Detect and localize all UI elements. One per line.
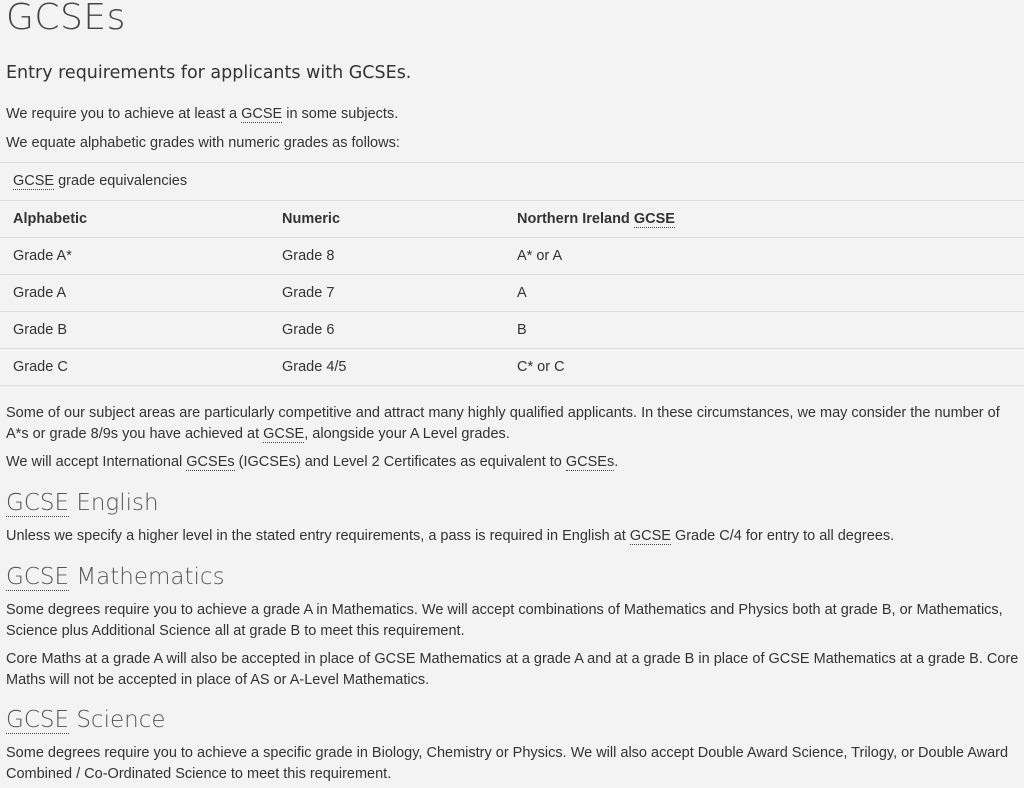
page-title: GCSEs bbox=[6, 0, 126, 38]
heading-gcse-science: GCSE Science bbox=[6, 707, 166, 733]
table-row bbox=[0, 238, 1024, 275]
gcse-abbr: GCSE bbox=[241, 106, 283, 122]
table-cell: Grade B bbox=[0, 312, 269, 349]
table-cell: Grade A bbox=[0, 275, 269, 312]
table-cell: Grade 4/5 bbox=[269, 349, 504, 386]
column-header-numeric: Numeric bbox=[269, 201, 504, 238]
gcses-abbr: GCSEs bbox=[186, 454, 235, 470]
competitive-paragraph-line-2: A*s or grade 8/9s you have achieved at GCSE, alongside your A Level grades. bbox=[6, 426, 510, 442]
english-paragraph: Unless we specify a higher level in the stated entry requirements, a pass is required in English at GCSE Grade C/4 for entry to all degrees. bbox=[6, 528, 895, 544]
maths-paragraph-2-line-2: Maths will not be accepted in place of AS or A-Level Mathematics. bbox=[6, 672, 430, 688]
table-caption: GCSE grade equivalencies bbox=[0, 162, 1024, 201]
maths-paragraph-1-line-1: Some degrees require you to achieve a grade A in Mathematics. We will accept combinations of Mathematics and Physics both at grade B, or Mathematics, bbox=[6, 602, 1003, 618]
gcses-abbr: GCSEs bbox=[565, 454, 615, 470]
table-cell: Grade 7 bbox=[269, 275, 504, 312]
competitive-paragraph-line-1: Some of our subject areas are particularly competitive and attract many highly qualified applicants. In these circumstances, we may consider the number of bbox=[6, 405, 1000, 421]
gcse-abbr: GCSE bbox=[629, 528, 671, 544]
table-row bbox=[0, 312, 1024, 349]
international-paragraph: We will accept International GCSEs (IGCSEs) and Level 2 Certificates as equivalent to GCSEs. bbox=[6, 454, 619, 470]
column-header-alphabetic: Alphabetic bbox=[0, 201, 269, 238]
table-cell: A* or A bbox=[504, 238, 1024, 275]
table-cell: A bbox=[504, 275, 1024, 312]
table-cell: Grade C bbox=[0, 349, 269, 386]
maths-paragraph-2-line-1: Core Maths at a grade A will also be accepted in place of GCSE Mathematics at a grade A and at a grade B in place of GCSE Mathematics at a grade B. Core bbox=[6, 651, 1019, 667]
table-cell: C* or C bbox=[504, 349, 1024, 386]
table-cell: Grade 6 bbox=[269, 312, 504, 349]
table-cell: Grade 8 bbox=[269, 238, 504, 275]
table-header-row bbox=[0, 201, 1024, 238]
page-subtitle: Entry requirements for applicants with GCSEs. bbox=[6, 63, 412, 83]
table-cell: B bbox=[504, 312, 1024, 349]
maths-paragraph-1-line-2: Science plus Additional Science all at grade B to meet this requirement. bbox=[6, 623, 465, 639]
science-paragraph-line-2: Combined / Co-Ordinated Science to meet this requirement. bbox=[6, 766, 392, 782]
intro-paragraph-2: We equate alphabetic grades with numeric grades as follows: bbox=[6, 135, 400, 151]
science-paragraph-line-1: Some degrees require you to achieve a specific grade in Biology, Chemistry or Physics. We will also accept Double Award Science, Trilogy, or Double Award bbox=[6, 745, 1009, 761]
table-row bbox=[0, 349, 1024, 386]
grade-equivalency-table bbox=[0, 162, 1024, 386]
heading-gcse-mathematics: GCSE Mathematics bbox=[6, 564, 225, 590]
table-cell: Grade A* bbox=[0, 238, 269, 275]
heading-gcse-english: GCSE English bbox=[6, 490, 159, 516]
table-row bbox=[0, 275, 1024, 312]
column-header-northern-ireland: Northern Ireland GCSE bbox=[504, 201, 1024, 238]
gcse-abbr: GCSE bbox=[263, 426, 305, 442]
intro-paragraph-1: We require you to achieve at least a GCSE in some subjects. bbox=[6, 106, 399, 122]
